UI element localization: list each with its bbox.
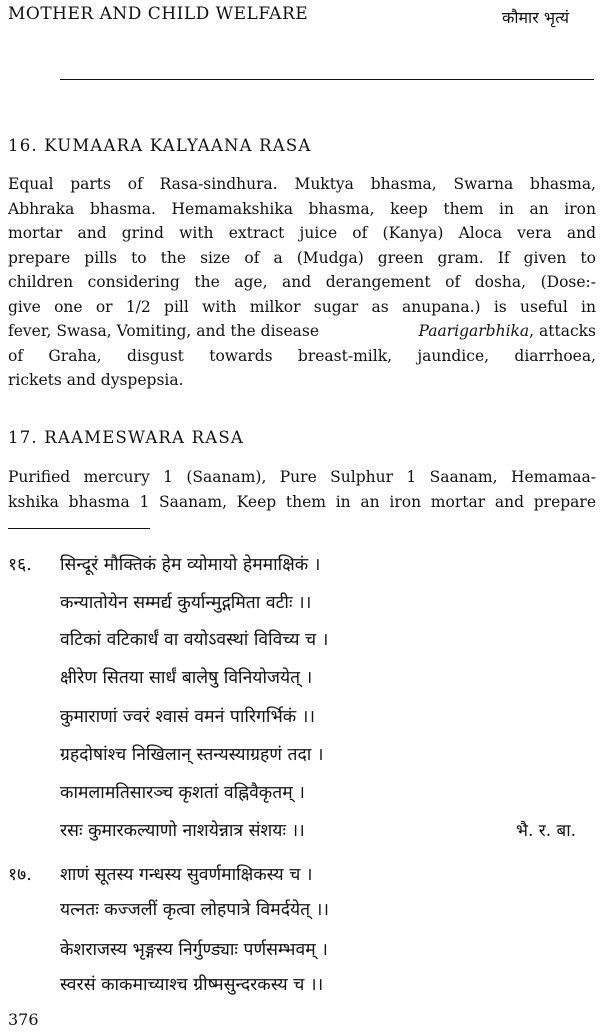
section-16-text [8, 172, 596, 393]
verse-text: यत्नतः कज्जलीं कृत्वा लोहपात्रे विमर्दयेत् ।। [60, 900, 329, 920]
verse-text: कामलामतिसारञ्च कृशतां वह्निवैकृतम् । [60, 783, 305, 803]
verse-line [8, 590, 596, 614]
verse-source: भै. र. बा. [516, 821, 577, 841]
verse-text: ग्रहदोषांश्च निखिलान् स्तन्यस्याग्रहणं तदा । [60, 745, 324, 765]
verse-text: स्वरसं काकमाच्याश्च ग्रीष्मसुन्दरकस्य च ।। [60, 975, 324, 995]
verse-text: शाणं सूतस्य गन्धस्य सुवर्णमाक्षिकस्य च । [60, 865, 313, 885]
text-line: kshika bhasma 1 Saanam, Keep them in an iron mortar and prepare [8, 492, 596, 511]
text-segment [419, 319, 596, 344]
verse-text: केशराजस्य भृङ्गस्य निर्गुण्ड्याः पर्णसम्भवम् । [60, 940, 328, 960]
verse-line [8, 818, 596, 842]
header-rule [60, 79, 594, 80]
text-line: rickets and dyspepsia. [8, 371, 184, 389]
section-17-title: 17. RAAMESWARA RASA [8, 428, 244, 447]
verse-line [8, 665, 596, 689]
verse-text: कन्यातोयेन सम्मर्द्य कुर्यान्मुद्गमिता वटीः ।। [60, 593, 312, 613]
verse-line [8, 972, 596, 996]
running-header-title: MOTHER AND CHILD WELFARE [8, 4, 309, 24]
text-segment: , attacks [529, 322, 596, 340]
section-16-title: 16. KUMAARA KALYAANA RASA [8, 136, 312, 155]
text-line: Equal parts of Rasa-sindhura. Muktya bhasma, Swarna bhasma, [8, 175, 596, 193]
running-header-sanskrit: कौमार भृत्यं [502, 8, 569, 27]
verse-line [8, 862, 596, 886]
text-line: Abhraka bhasma. Hemamakshika bhasma, keep them in an iron [8, 199, 596, 218]
text-line: mortar and grind with extract juice of (Kanya) Aloca vera and [8, 224, 596, 242]
verse-number: १७. [8, 865, 32, 885]
verse-line [8, 897, 596, 921]
italic-term: Paarigarbhika [418, 322, 530, 340]
footnote-rule [8, 528, 150, 529]
text-line: give one or 1/2 pill with milkor sugar as anupana.) is useful in [8, 297, 596, 316]
section-17-text [8, 465, 596, 514]
verse-text: वटिकां वटिकार्धं वा वयोऽवस्थां विविच्य च । [60, 630, 329, 650]
verse-line [8, 742, 596, 766]
text-line: of Graha, disgust towards breast-milk, jaundice, diarrhoea, [8, 346, 596, 365]
text-line: children considering the age, and derangement of dosha, (Dose:- [8, 273, 596, 291]
text-line [8, 319, 596, 344]
verse-text: रसः कुमारकल्याणो नाशयेन्नात्र संशयः ।। [60, 821, 305, 841]
text-line: prepare pills to the size of a (Mudga) green gram. If given to [8, 248, 596, 267]
verse-text: कुमाराणां ज्वरं श्वासं वमनं पारिगर्भिकं ।। [60, 707, 316, 727]
verse-line [8, 937, 596, 961]
verse-line [8, 627, 596, 651]
verse-text: सिन्दूरं मौक्तिकं हेम व्योमायो हेममाक्षिकं । [60, 555, 321, 575]
page-number: 376 [8, 1010, 39, 1029]
verse-line [8, 704, 596, 728]
verse-line [8, 780, 596, 804]
text-line: Purified mercury 1 (Saanam), Pure Sulphur 1 Saanam, Hemamaa- [8, 468, 596, 486]
verse-text: क्षीरेण सितया सार्धं बालेषु विनियोजयेत् । [60, 668, 313, 688]
verse-line [8, 552, 596, 576]
verse-number: १६. [8, 555, 32, 575]
text-segment: fever, Swasa, Vomiting, and the disease [8, 322, 320, 340]
